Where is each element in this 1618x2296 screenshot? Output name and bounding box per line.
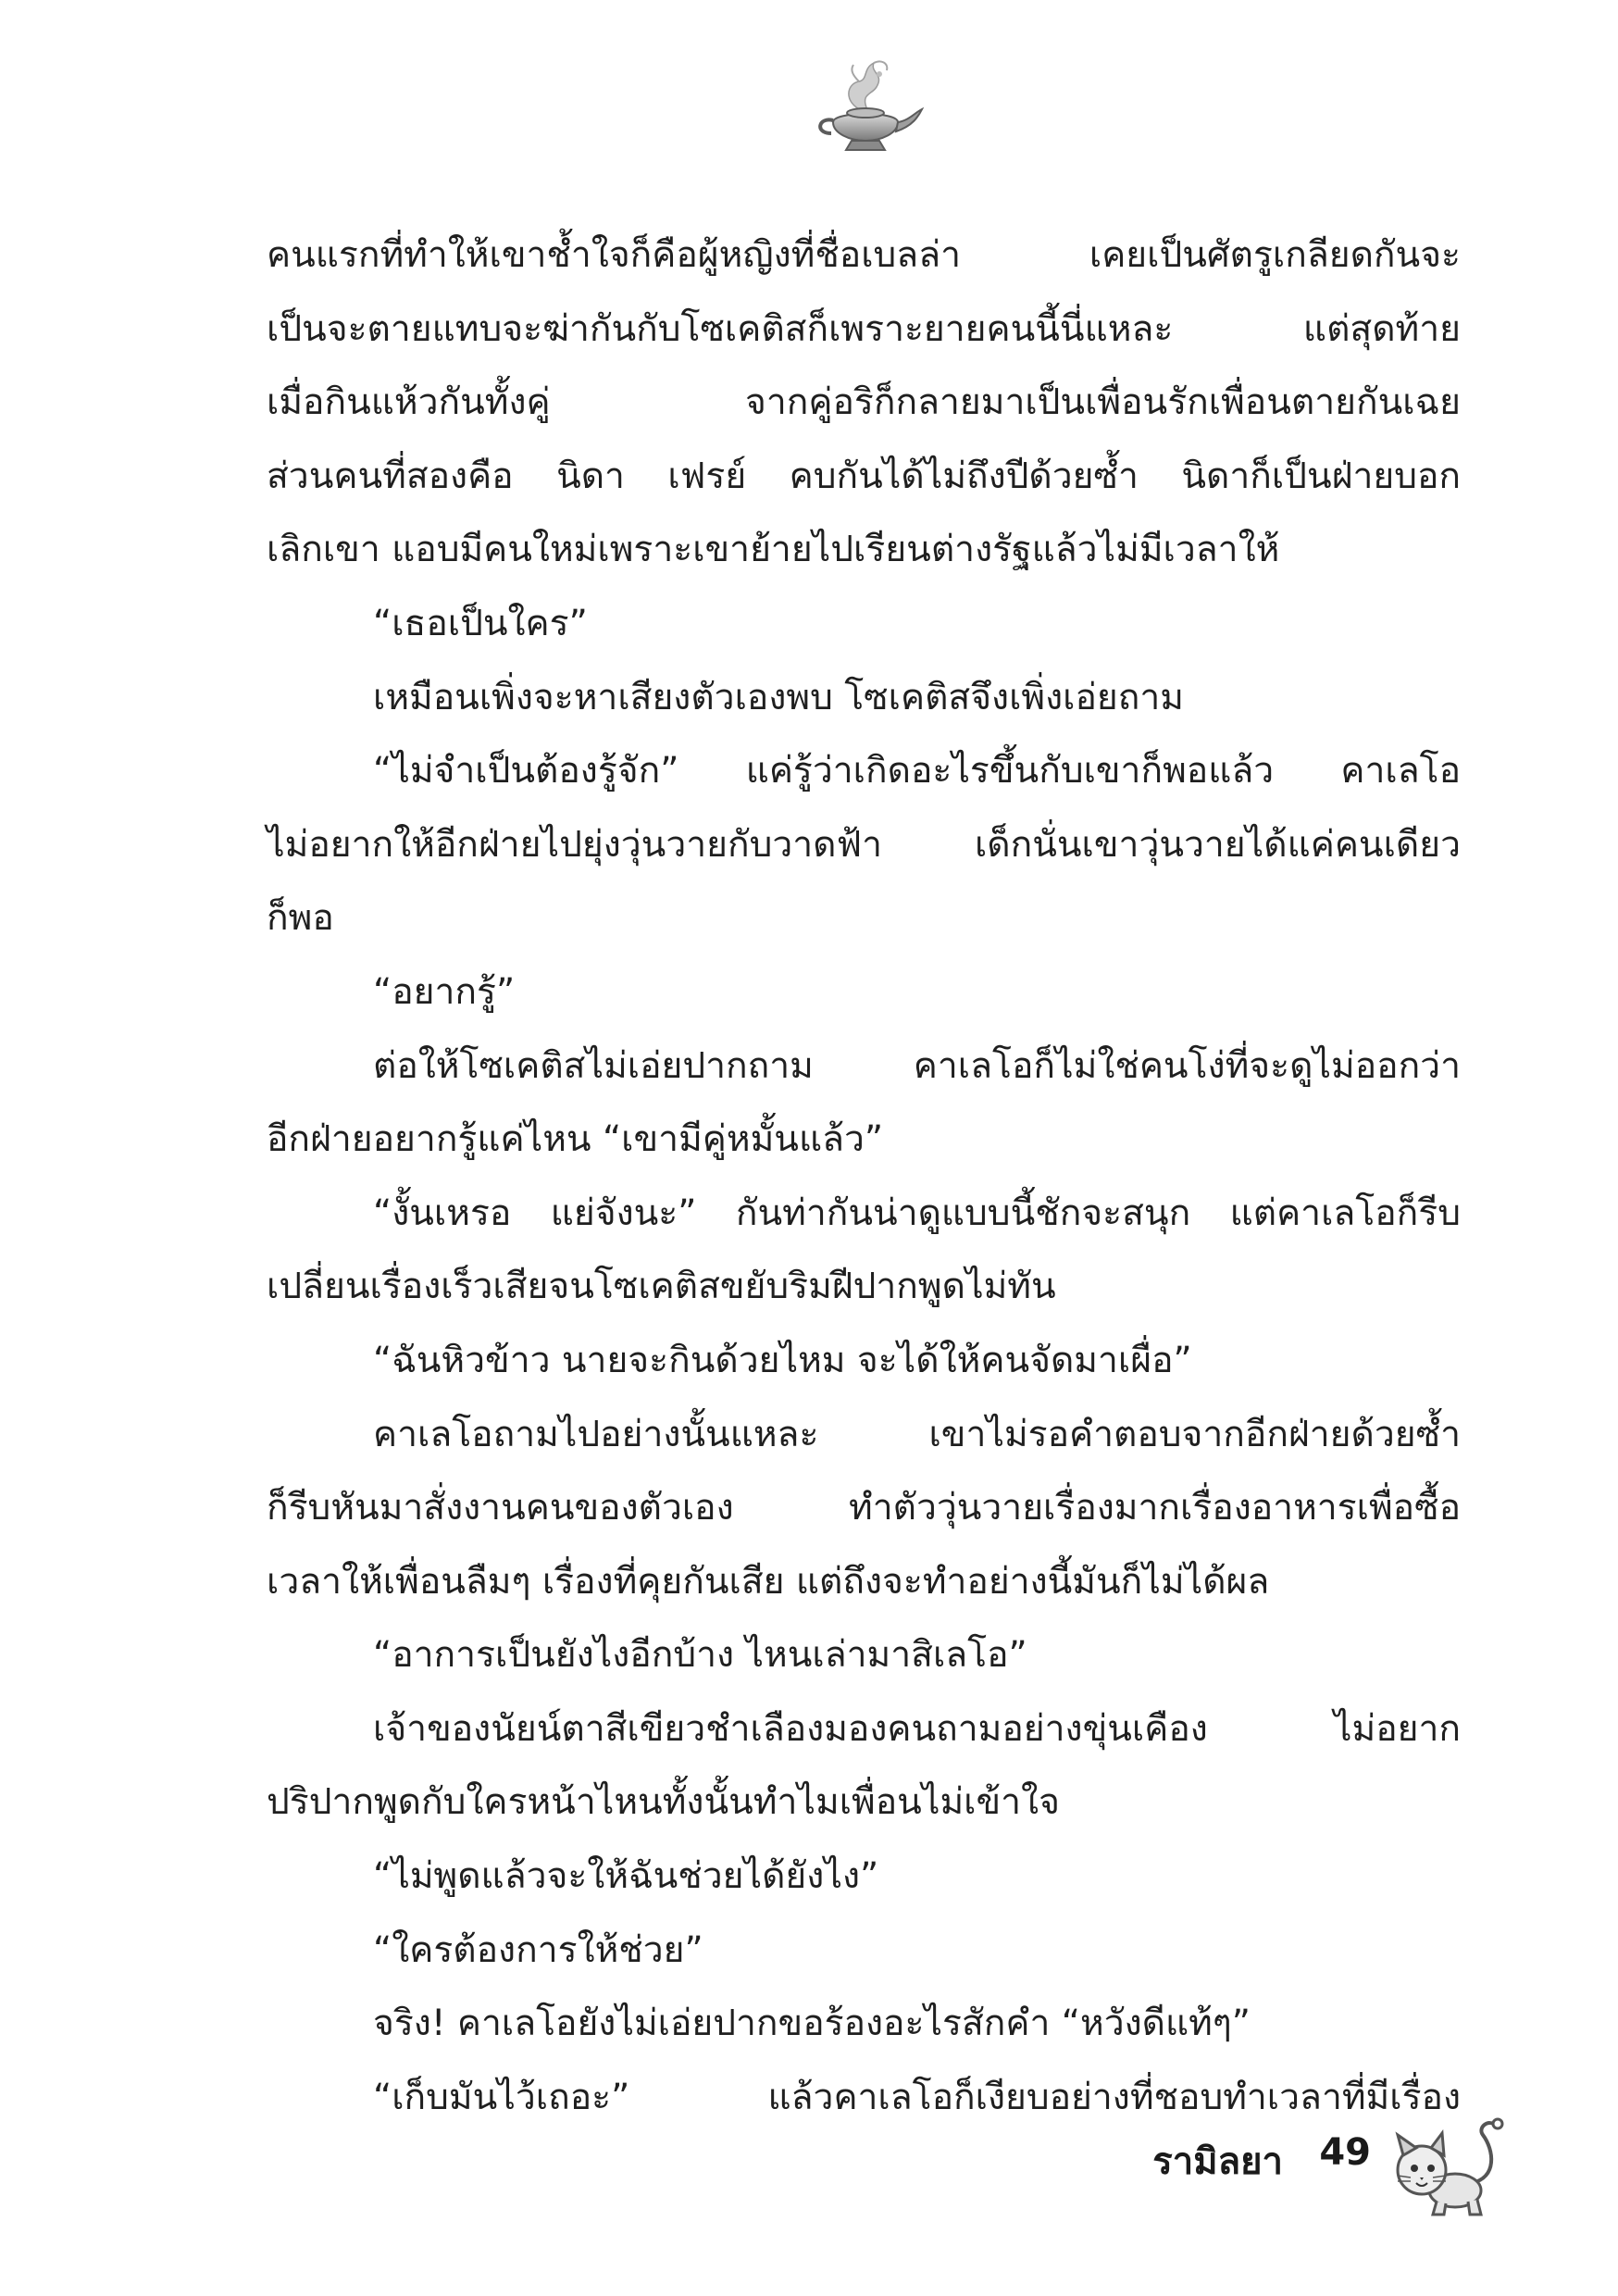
magic-lamp-icon [805, 56, 926, 157]
text-line: “เก็บมันไว้เถอะ” แล้วคาเลโอก็เงียบอย่างที่ชอบทำเวลาที่มีเรื่อง [373, 2076, 1461, 2118]
text-line: “งั้นเหรอ แย่จังนะ” กันท่ากันน่าดูแบบนี้ชักจะสนุก แต่คาเลโอก็รีบ [373, 1192, 1461, 1234]
text-line: “ไม่พูดแล้วจะให้ฉันช่วยได้ยังไง” [373, 1855, 879, 1898]
cartoon-cat-icon [1379, 2094, 1509, 2224]
text-line: ปริปากพูดกับใครหน้าไหนทั้งนั้นทำไมเพื่อนไม่เข้าใจ [267, 1781, 1060, 1824]
text-line: “อยากรู้” [373, 970, 516, 1013]
text-line: เปลี่ยนเรื่องเร็วเสียจนโซเคติสขยับริมฝีปากพูดไม่ทัน [267, 1266, 1056, 1308]
body-text [267, 218, 1461, 2134]
text-line: เลิกเขา แอบมีคนใหม่เพราะเขาย้ายไปเรียนต่างรัฐแล้วไม่มีเวลาให้ [267, 529, 1280, 571]
text-line: จริง! คาเลโอยังไม่เอ่ยปากขอร้องอะไรสักคำ “หวังดีแท้ๆ” [373, 2003, 1251, 2045]
text-line: คาเลโอถามไปอย่างนั้นแหละ เขาไม่รอคำตอบจากอีกฝ่ายด้วยซ้ำ [373, 1413, 1461, 1455]
text-line: ต่อให้โซเคติสไม่เอ่ยปากถาม คาเลโอก็ไม่ใช่คนโง่ที่จะดูไม่ออกว่า [373, 1044, 1461, 1087]
text-line: “เธอเป็นใคร” [373, 602, 588, 644]
text-line: เวลาให้เพื่อนลืมๆ เรื่องที่คุยกันเสีย แต่ถึงจะทำอย่างนี้มันก็ไม่ได้ผล [267, 1560, 1270, 1603]
author-name: รามิลยา [1152, 2140, 1283, 2183]
text-line: ไม่อยากให้อีกฝ่ายไปยุ่งวุ่นวายกับวาดฟ้า เด็กนั่นเขาวุ่นวายได้แค่คนเดียว [267, 823, 1461, 866]
text-line: “ฉันหิวข้าว นายจะกินด้วยไหม จะได้ให้คนจัดมาเผื่อ” [373, 1339, 1192, 1381]
text-line: ส่วนคนที่สองคือ นิดา เฟรย์ คบกันได้ไม่ถึงปีด้วยซ้ำ นิดาก็เป็นฝ่ายบอก [267, 455, 1461, 497]
text-line: เหมือนเพิ่งจะหาเสียงตัวเองพบ โซเคติสจึงเพิ่งเอ่ยถาม [373, 676, 1184, 718]
text-line: เจ้าของนัยน์ตาสีเขียวชำเลืองมองคนถามอย่างขุ่นเคือง ไม่อยาก [373, 1707, 1461, 1750]
text-line: “ไม่จำเป็นต้องรู้จัก” แค่รู้ว่าเกิดอะไรขึ้นกับเขาก็พอแล้ว คาเลโอ [373, 750, 1461, 792]
page-footer [0, 2094, 1618, 2233]
text-line: อีกฝ่ายอยากรู้แค่ไหน “เขามีคู่หมั้นแล้ว” [267, 1118, 884, 1161]
page-number: 49 [1319, 2131, 1371, 2174]
text-line: “อาการเป็นยังไงอีกบ้าง ไหนเล่ามาสิเลโอ” [373, 1634, 1027, 1677]
text-line: เป็นจะตายแทบจะฆ่ากันกับโซเคติสก็เพราะยายคนนี้นี่แหละ แต่สุดท้าย [267, 307, 1461, 350]
text-line: “ใครต้องการให้ช่วย” [373, 1928, 703, 1971]
text-line: ก็รีบหันมาสั่งงานคนของตัวเอง ทำตัววุ่นวายเรื่องมากเรื่องอาหารเพื่อซื้อ [267, 1487, 1461, 1529]
text-line: ก็พอ [267, 897, 334, 940]
text-line: คนแรกที่ทำให้เขาช้ำใจก็คือผู้หญิงที่ชื่อเบลล่า เคยเป็นศัตรูเกลียดกันจะ [267, 234, 1461, 276]
text-line: เมื่อกินแห้วกันทั้งคู่ จากคู่อริก็กลายมาเป็นเพื่อนรักเพื่อนตายกันเฉย [267, 381, 1461, 424]
